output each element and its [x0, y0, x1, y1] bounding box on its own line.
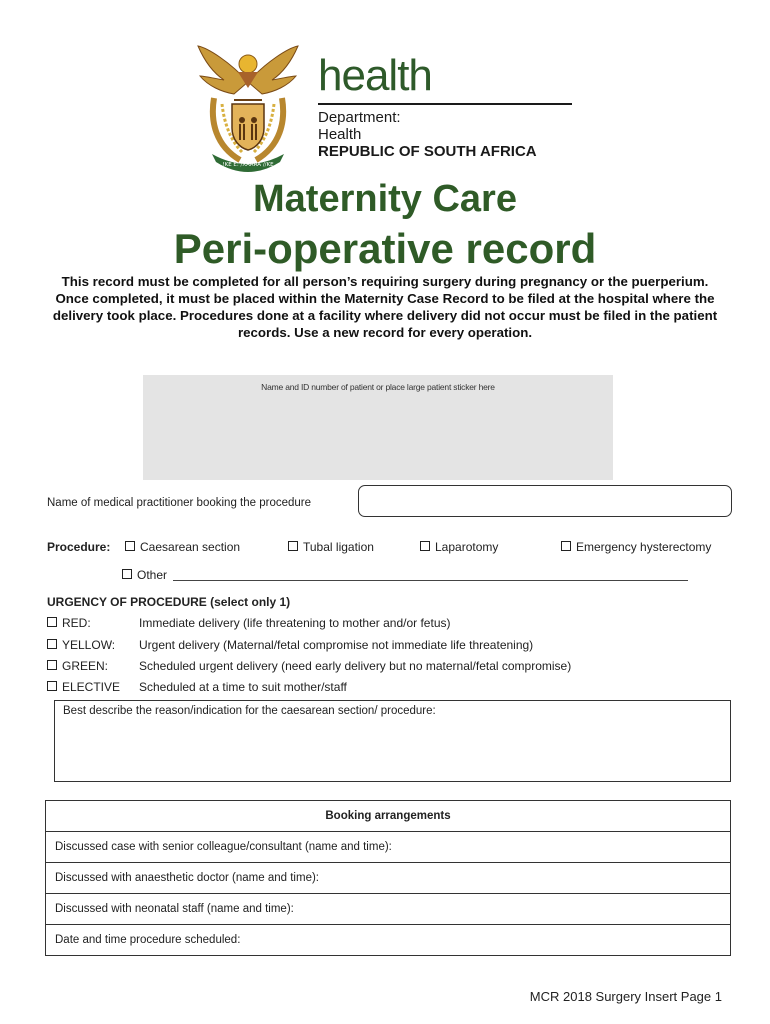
procedure-option-other[interactable] [122, 568, 688, 582]
urgency-code: GREEN: [62, 659, 109, 673]
checkbox-tubal-ligation[interactable] [288, 541, 298, 551]
urgency-option-elective[interactable] [47, 680, 347, 694]
page-title: Maternity Care [253, 178, 517, 220]
department-label: Department: [318, 109, 401, 126]
checkbox-other[interactable] [122, 569, 132, 579]
urgency-title: URGENCY OF PROCEDURE (select only 1) [47, 595, 291, 609]
booking-row-neonatal-staff[interactable]: Discussed with neonatal staff (name and time): [46, 894, 731, 925]
checkbox-yellow[interactable] [47, 639, 57, 649]
checkbox-emergency-hysterectomy[interactable] [561, 541, 571, 551]
booking-header: Booking arrangements [46, 801, 731, 832]
procedure-option-label: Emergency hysterectomy [576, 540, 712, 554]
urgency-code: RED: [62, 616, 91, 630]
urgency-option-green[interactable] [47, 659, 571, 673]
checkbox-green[interactable] [47, 660, 57, 670]
reason-indication-field[interactable] [54, 700, 731, 782]
procedure-option-label: Tubal ligation [303, 540, 374, 554]
department-logo-text [318, 52, 578, 160]
south-africa-coat-of-arms-icon [194, 42, 302, 172]
sticker-label: Name and ID number of patient or place large patient sticker here [261, 382, 495, 392]
booking-arrangements-table [45, 800, 731, 956]
page-subtitle: Peri-operative record [173, 225, 597, 272]
urgency-option-red[interactable] [47, 616, 450, 630]
booking-row-anaesthetic-doctor[interactable]: Discussed with anaesthetic doctor (name and time): [46, 863, 731, 894]
checkbox-red[interactable] [47, 617, 57, 627]
reason-label: Best describe the reason/indication for the caesarean section/ procedure: [63, 705, 436, 717]
booking-row-date-time-scheduled[interactable]: Date and time procedure scheduled: [46, 925, 731, 956]
procedure-label: Procedure: [47, 540, 111, 554]
patient-sticker-area[interactable] [143, 375, 613, 480]
svg-text:!KE E: /XARRA //KE: !KE E: /XARRA //KE [222, 162, 274, 168]
urgency-description: Immediate delivery (life threatening to mother and/or fetus) [139, 616, 451, 630]
checkbox-caesarean[interactable] [125, 541, 135, 551]
other-label: Other [137, 568, 168, 582]
practitioner-name-input[interactable] [358, 485, 732, 517]
intro-instructions: This record must be completed for all person’s requiring surgery during pregnancy or the puerperium. Once completed, it must be placed within the Maternity Case Record to be filed at the hospital where the delivery took place. Procedures done at a facility where delivery did not occur must be filed in the patient records. Use a new record for every operation. [52, 274, 718, 340]
country-name: REPUBLIC OF SOUTH AFRICA [318, 143, 537, 160]
urgency-description: Urgent delivery (Maternal/fetal compromise not immediate life threatening) [139, 638, 534, 652]
procedure-option-tubal-ligation[interactable] [288, 540, 374, 554]
procedure-option-laparotomy[interactable] [420, 540, 498, 554]
urgency-description: Scheduled urgent delivery (need early delivery but no maternal/fetal compromise) [139, 659, 572, 673]
procedure-option-label: Caesarean section [140, 540, 241, 554]
logo-divider [318, 103, 572, 105]
procedure-option-label: Laparotomy [435, 540, 499, 554]
procedure-option-emergency-hysterectomy[interactable] [561, 540, 711, 554]
page-footer: MCR 2018 Surgery Insert Page 1 [529, 989, 722, 1004]
checkbox-laparotomy[interactable] [420, 541, 430, 551]
health-wordmark: health [318, 51, 432, 100]
department-name: Health [318, 126, 362, 143]
booking-row-senior-colleague[interactable]: Discussed case with senior colleague/consultant (name and time): [46, 832, 731, 863]
practitioner-label: Name of medical practitioner booking the procedure [47, 497, 312, 509]
procedure-option-caesarean[interactable] [125, 540, 240, 554]
urgency-description: Scheduled at a time to suit mother/staff [139, 680, 347, 694]
checkbox-elective[interactable] [47, 681, 57, 691]
urgency-code: YELLOW: [62, 638, 116, 652]
urgency-code: ELECTIVE [62, 680, 121, 694]
urgency-option-yellow[interactable] [47, 638, 533, 652]
other-procedure-line[interactable] [173, 569, 688, 581]
